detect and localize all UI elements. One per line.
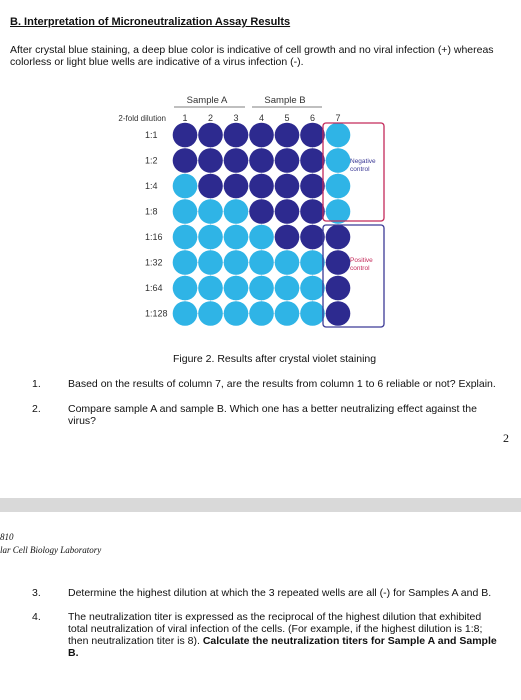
well-dark (249, 148, 274, 173)
question-text-line1: The neutralization titer is expressed as the reciprocal of the highest dilution that exhibited (68, 611, 482, 623)
well-dark (198, 123, 223, 148)
well-light (326, 148, 351, 173)
well-light (249, 225, 274, 250)
well-light (173, 174, 198, 199)
question-number: 3. (32, 587, 41, 599)
well-dark (224, 148, 249, 173)
well-light (275, 301, 300, 326)
well-light (198, 199, 223, 224)
well-dark (300, 123, 325, 148)
column-label: 4 (258, 113, 265, 123)
well-light (275, 276, 300, 301)
footer-page-number: 810 (0, 532, 14, 542)
well-light (326, 199, 351, 224)
question-text-bold: Calculate the neutralization titers for Sample A and Sample (202, 635, 497, 647)
well-dark (275, 199, 300, 224)
well-dark (275, 174, 300, 199)
well-dark (198, 174, 223, 199)
well-light (198, 250, 223, 275)
well-dark (326, 250, 351, 275)
row-label: 1:64 (145, 283, 163, 293)
well-dark (198, 148, 223, 173)
well-dark (173, 123, 198, 148)
question-number: 1. (32, 378, 41, 390)
well-dark (300, 174, 325, 199)
well-light (173, 250, 198, 275)
row-label: 1:2 (145, 155, 158, 166)
question-text-line3 (68, 635, 497, 647)
well-dark (224, 123, 249, 148)
positive-control-label-line1: Positive (350, 257, 373, 264)
well-light (300, 276, 325, 301)
well-light (173, 301, 198, 326)
well-dark (326, 301, 351, 326)
question-text-line2: total neutralization of viral infection of the cells. (For example, if the highest dilution is 1:8; (68, 623, 483, 635)
well-light (224, 199, 249, 224)
sample-b-label: Sample B (264, 95, 306, 106)
well-light (198, 276, 223, 301)
column-label: 5 (284, 113, 290, 123)
question-text-line1: Compare sample A and sample B. Which one has a better neutralizing effect against the (68, 403, 477, 415)
row-label: 1:8 (145, 206, 158, 217)
dilution-header: 2-fold dilution (118, 114, 166, 123)
well-dark (326, 225, 351, 250)
page-2 (0, 512, 521, 700)
well-light (173, 225, 198, 250)
well-light (224, 276, 249, 301)
well-light (326, 174, 351, 199)
well-light (300, 301, 325, 326)
question-number: 2. (32, 403, 41, 415)
positive-control-label-line2: control (350, 265, 370, 272)
well-dark (173, 148, 198, 173)
question-text: Determine the highest dilution at which the 3 repeated wells are all (-) for Samples A and B. (68, 587, 492, 599)
well-light (249, 276, 274, 301)
section-title: B. Interpretation of Microneutralization Assay Results (10, 16, 291, 28)
well-light (249, 301, 274, 326)
well-dark (249, 199, 274, 224)
footer-course-title: lar Cell Biology Laboratory (0, 545, 102, 555)
well-light (224, 250, 249, 275)
question-text-line2: virus? (68, 415, 97, 427)
well-light (300, 250, 325, 275)
page-number: 2 (503, 431, 509, 445)
well-dark (249, 174, 274, 199)
well-light (275, 250, 300, 275)
row-label: 1:1 (145, 130, 158, 140)
question-text: Based on the results of column 7, are the results from column 1 to 6 reliable or not? Explain. (68, 378, 496, 390)
question-text-line4: B. (68, 647, 79, 659)
column-label: 6 (309, 113, 316, 123)
well-light (326, 123, 351, 148)
question-number: 4. (32, 611, 41, 623)
negative-control-label-line1: Negative (350, 158, 376, 165)
row-label: 1:128 (145, 308, 168, 319)
question-text-plain: then neutralization titer is 8). (68, 635, 203, 647)
row-label: 1:4 (145, 181, 158, 191)
well-dark (300, 225, 325, 250)
well-light (224, 301, 249, 326)
figure-caption: Figure 2. Results after crystal violet staining (173, 353, 377, 365)
column-label: 3 (233, 113, 239, 123)
well-dark (224, 174, 249, 199)
row-label: 1:16 (145, 232, 163, 242)
well-dark (326, 276, 351, 301)
intro-paragraph: After crystal blue staining, a deep blue color is indicative of cell growth and no viral infection (+) whereas colorless or light blue wells are indicative of a virus infection (-). (10, 44, 494, 68)
column-label: 1 (182, 113, 188, 123)
well-light (198, 301, 223, 326)
page-separator (0, 498, 521, 512)
row-label: 1:32 (145, 257, 163, 268)
sample-a-label: Sample A (186, 95, 228, 106)
well-dark (300, 148, 325, 173)
column-label: 7 (335, 113, 341, 123)
well-dark (300, 199, 325, 224)
well-dark (275, 148, 300, 173)
well-light (198, 225, 223, 250)
well-dark (249, 123, 274, 148)
well-light (173, 199, 198, 224)
column-label: 2 (207, 113, 214, 123)
well-light (173, 276, 198, 301)
well-light (224, 225, 249, 250)
well-light (249, 250, 274, 275)
well-dark (275, 225, 300, 250)
well-dark (275, 123, 300, 148)
negative-control-label-line2: control (350, 166, 370, 173)
